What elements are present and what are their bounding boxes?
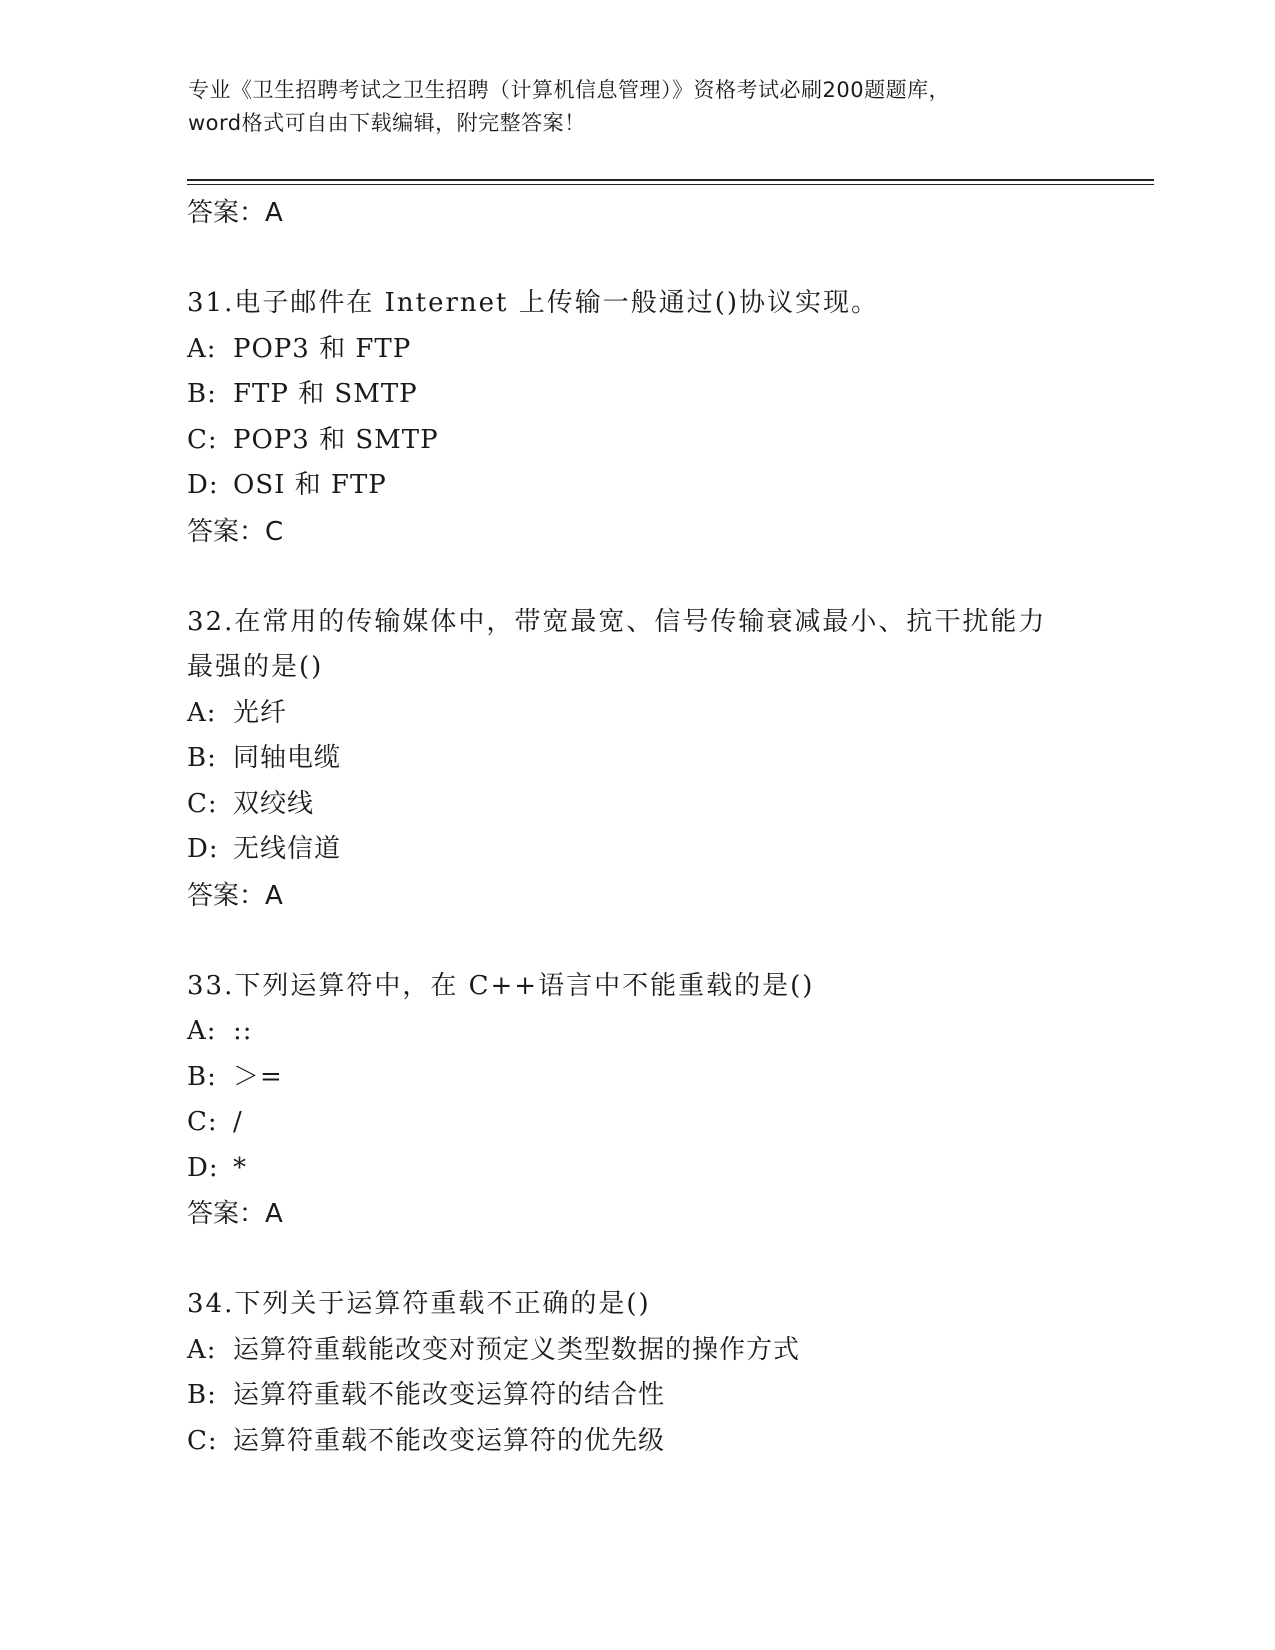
option-letter: D:	[187, 834, 219, 864]
question-stem	[187, 1282, 1087, 1328]
question-stem	[187, 600, 1087, 691]
option-text: 无线信道	[233, 834, 342, 864]
question-stem-line: 32.在常用的传输媒体中，带宽最宽、信号传输衰减最小、抗干扰能力	[187, 606, 1047, 637]
option-letter: C:	[187, 1107, 218, 1137]
option-c	[187, 1100, 1087, 1146]
option-letter: B:	[187, 743, 217, 773]
answer-line: 答案：C	[187, 516, 284, 547]
option-text: 运算符重载不能改变运算符的优先级	[233, 1425, 666, 1456]
option-b	[187, 372, 1087, 418]
option-text: OSI 和 FTP	[233, 470, 387, 500]
spacer	[187, 919, 1087, 964]
option-a	[187, 691, 1087, 737]
option-letter: C:	[187, 1425, 218, 1456]
option-letter: A:	[187, 1334, 217, 1365]
answer-line: 答案：A	[187, 1199, 283, 1229]
option-letter: D:	[187, 470, 219, 500]
spacer	[187, 236, 1087, 281]
option-letter: A:	[187, 333, 217, 364]
option-a	[187, 1009, 1087, 1055]
option-text: POP3 和 SMTP	[233, 424, 439, 455]
option-letter: B:	[187, 1061, 217, 1092]
option-letter: C:	[187, 424, 218, 455]
option-letter: A:	[187, 1016, 217, 1046]
question-list	[187, 190, 1087, 1464]
option-b	[187, 1055, 1087, 1101]
document-header	[188, 74, 1088, 140]
option-letter: B:	[187, 379, 217, 409]
option-d	[187, 463, 1087, 509]
question-stem	[187, 281, 1087, 327]
option-a	[187, 327, 1087, 373]
header-divider-thin	[187, 184, 1154, 185]
option-text: *	[233, 1152, 247, 1183]
answer-line: 答案：A	[187, 880, 283, 911]
option-a	[187, 1328, 1087, 1374]
option-text: 运算符重载能改变对预定义类型数据的操作方式	[233, 1334, 801, 1365]
option-text: 光纤	[233, 697, 288, 728]
option-text: POP3 和 FTP	[233, 333, 412, 364]
option-letter: C:	[187, 788, 218, 819]
spacer	[187, 555, 1087, 600]
option-b	[187, 736, 1087, 782]
question-stem-line: 33.下列运算符中，在 C++语言中不能重载的是()	[187, 970, 815, 1001]
option-text: ::	[233, 1016, 253, 1046]
option-text: 双绞线	[233, 788, 315, 819]
option-text: /	[233, 1107, 243, 1137]
option-c	[187, 418, 1087, 464]
question-stem-line: 34.下列关于运算符重载不正确的是()	[187, 1289, 651, 1319]
question-block	[187, 1282, 1087, 1464]
spacer	[187, 1237, 1087, 1282]
option-d	[187, 1146, 1087, 1192]
option-letter: A:	[187, 697, 217, 728]
option-text: 运算符重载不能改变运算符的结合性	[233, 1380, 666, 1410]
header-title-line-1: 专业《卫生招聘考试之卫生招聘（计算机信息管理）》资格考试必刷200题题库，	[188, 78, 951, 102]
question-block	[187, 600, 1087, 919]
question-stem-line: 最强的是()	[187, 652, 324, 682]
question-stem-line: 31.电子邮件在 Internet 上传输一般通过()协议实现。	[187, 288, 880, 318]
header-title-line-2: word格式可自由下载编辑，附完整答案！	[188, 111, 586, 135]
option-text: 同轴电缆	[233, 743, 342, 773]
option-letter: B:	[187, 1380, 217, 1410]
option-c	[187, 1419, 1087, 1465]
question-block	[187, 964, 1087, 1238]
previous-answer: 答案：A	[187, 198, 283, 228]
header-divider	[187, 179, 1154, 181]
question-stem	[187, 964, 1087, 1010]
option-d	[187, 827, 1087, 873]
option-letter: D:	[187, 1152, 219, 1183]
question-block	[187, 281, 1087, 555]
option-text: FTP 和 SMTP	[233, 379, 418, 409]
option-text: ＞=	[233, 1061, 283, 1092]
option-c	[187, 782, 1087, 828]
option-b	[187, 1373, 1087, 1419]
